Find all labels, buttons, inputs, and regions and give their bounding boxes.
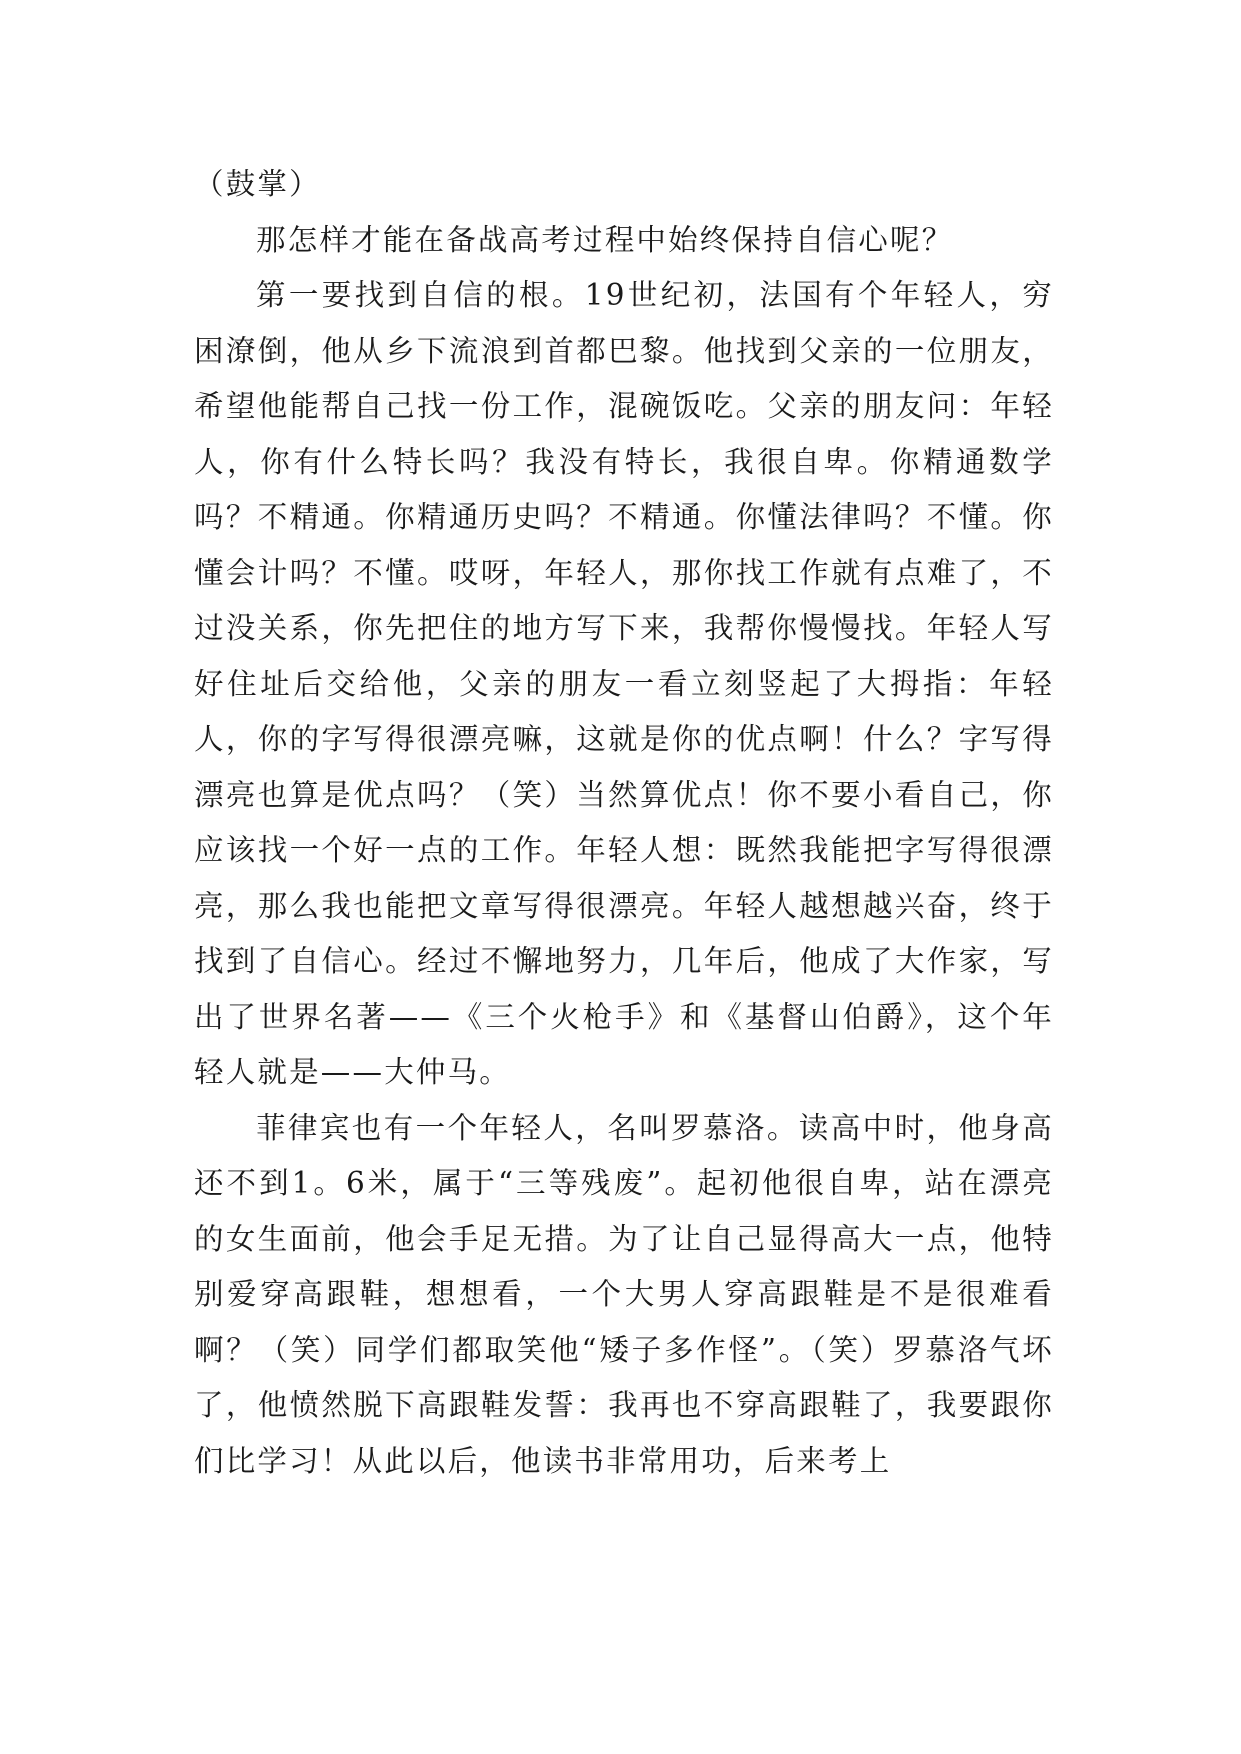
paragraph-romulo-story: 菲律宾也有一个年轻人，名叫罗慕洛。读高中时，他身高还不到1。6米，属于“三等残废”。起初他很自卑，站在漂亮的女生面前，他会手足无措。为了让自己显得高大一点，他特别爱穿高跟鞋，想想看，一个大男人穿高跟鞋是不是很难看啊？（笑）同学们都取笑他“矮子多作怪”。（笑）罗慕洛气坏了，他愤然脱下高跟鞋发誓：我再也不穿高跟鞋了，我要跟你们比学习！从此以后，他读书非常用功，后来考上 <box>194 1110 1054 1478</box>
document-body <box>194 157 1054 1489</box>
paragraph-question: 那怎样才能在备战高考过程中始终保持自信心呢？ <box>256 222 954 257</box>
paragraph-dumas-story: 第一要找到自信的根。19世纪初，法国有个年轻人，穷困潦倒，他从乡下流浪到首都巴黎。他找到父亲的一位朋友，希望他能帮自己找一份工作，混碗饭吃。父亲的朋友问：年轻人，你有什么特长吗？我没有特长，我很自卑。你精通数学吗？不精通。你精通历史吗？不精通。你懂法律吗？不懂。你懂会计吗？不懂。哎呀，年轻人，那你找工作就有点难了，不过没关系，你先把住的地方写下来，我帮你慢慢找。年轻人写好住址后交给他，父亲的朋友一看立刻竖起了大拇指：年轻人，你的字写得很漂亮嘛，这就是你的优点啊！什么？字写得漂亮也算是优点吗？（笑）当然算优点！你不要小看自己，你应该找一个好一点的工作。年轻人想：既然我能把字写得很漂亮，那么我也能把文章写得很漂亮。年轻人越想越兴奋，终于找到了自信心。经过不懈地努力，几年后，他成了大作家，写出了世界名著——《三个火枪手》和《基督山伯爵》，这个年轻人就是——大仲马。 <box>194 278 1054 1089</box>
paragraph-applause: （鼓掌） <box>194 167 321 201</box>
